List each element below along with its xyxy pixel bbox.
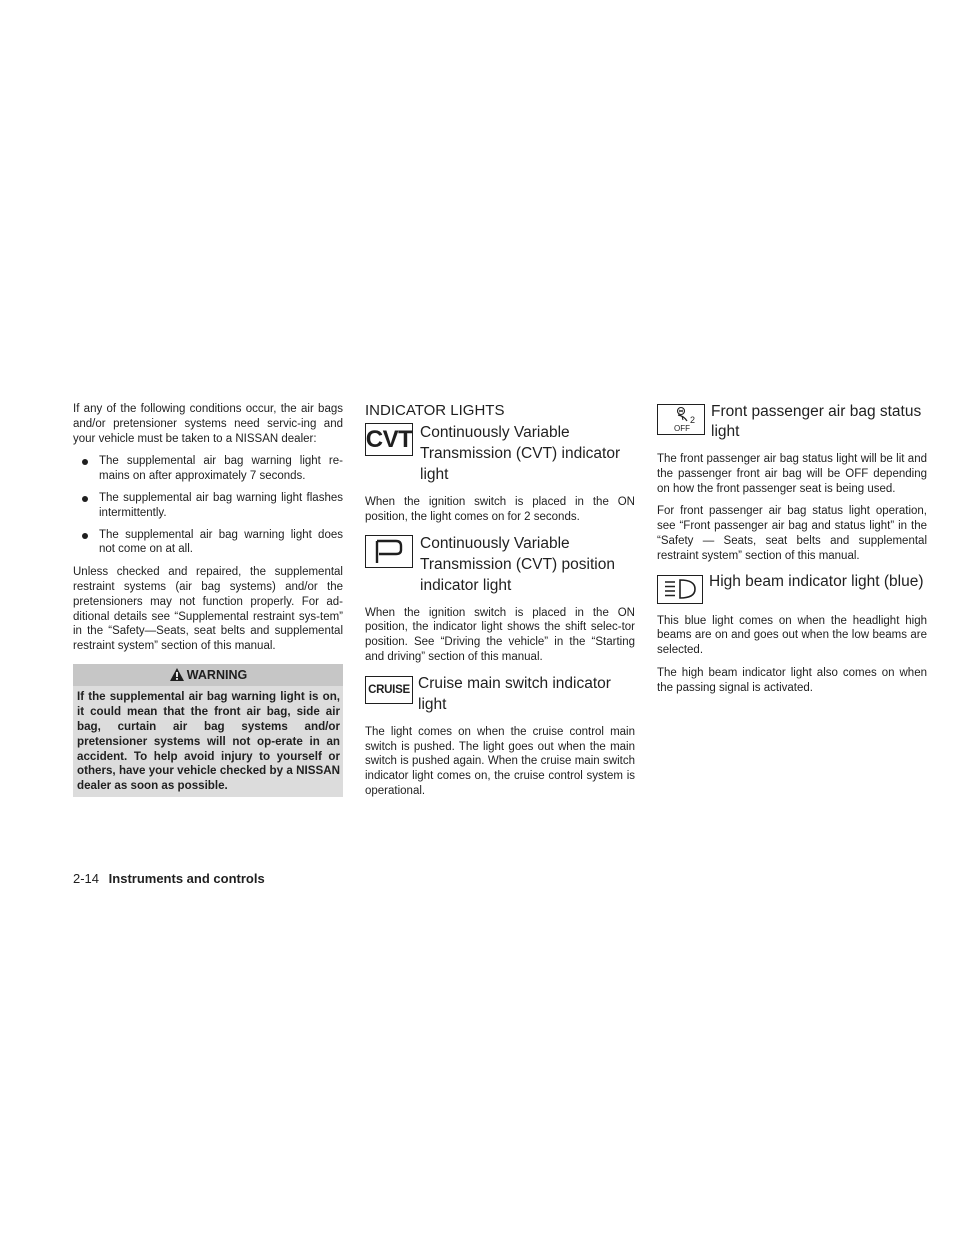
- list-item: [73, 491, 343, 521]
- warning-text: If the supplemental air bag warning light is on, it could mean that the front air bag, side air bag, curtain air bag systems and/or pretensioner systems will not op-erate in an accident. To help avoid injury to yourself or others, have your vehicle checked by a NISSAN dealer as soon as possible.: [77, 689, 340, 793]
- warning-triangle-icon: [169, 667, 185, 682]
- page-number: 2-14: [73, 871, 100, 886]
- cruise-indicator-text: The light comes on when the cruise control main switch is pushed. The light goes out when the main switch is pushed again. When the cruise main switch indicator light comes on, the cruise control system is operational.: [365, 725, 635, 797]
- cvt-indicator-title: Continuously Variable Transmission (CVT) indicator light: [420, 424, 621, 483]
- airbag-status-heading: [657, 402, 927, 442]
- cruise-icon: CRUISE: [365, 676, 413, 704]
- passenger-airbag-off-icon: [657, 404, 705, 435]
- high-beam-text-2: The high beam indicator light also comes on when the passing signal is activated.: [657, 666, 927, 694]
- airbag-status-title: Front passenger air bag status light: [711, 403, 922, 440]
- bullet-icon: [82, 459, 88, 465]
- section-heading: INDICATOR LIGHTS: [365, 402, 505, 419]
- airbag-icon-number: 2: [690, 415, 696, 425]
- list-item-text: The supplemental air bag warning light re-mains on after approximately 7 seconds.: [99, 455, 343, 483]
- airbag-status-text-1: The front passenger air bag status light will be lit and the passenger front air bag will be OFF depending on how the front passenger seat is being used.: [657, 453, 927, 495]
- cvt-position-text: When the ignition switch is placed in the ON position, the indicator light shows the shift selec-tor position. See “Driving the vehicle” in the “Starting and driving” section of this manual.: [365, 606, 635, 663]
- warning-label: WARNING: [186, 667, 248, 682]
- high-beam-title: High beam indicator light (blue): [709, 572, 924, 590]
- warning-header: [73, 664, 343, 686]
- cvt-position-title: Continuously Variable Transmission (CVT) position indicator light: [420, 534, 615, 594]
- bullet-icon: [82, 533, 88, 539]
- cvt-indicator-heading: [365, 422, 635, 485]
- warning-box: [73, 664, 343, 797]
- section-name: Instruments and controls: [108, 871, 265, 886]
- page-footer: [73, 871, 265, 886]
- cvt-position-heading: [365, 533, 635, 596]
- cvt-icon: CVT: [365, 423, 413, 456]
- cruise-indicator-heading: [365, 673, 635, 715]
- repair-paragraph: Unless checked and repaired, the supplemental restraint systems (air bag systems) and/or the pretensioners may not function properly. For ad-ditional details see “Supplemental restraint sys-tem” in the “Safety—Seats, seat belts and supplemental restraint system” section of this manual.: [73, 566, 343, 653]
- high-beam-text-1: This blue light comes on when the headlight high beams are on and goes out when the low beams are selected.: [657, 614, 927, 657]
- cvt-indicator-text: When the ignition switch is placed in the ON position, the light comes on for 2 seconds.: [365, 496, 635, 523]
- high-beam-heading: [657, 572, 927, 604]
- right-column: [657, 402, 927, 704]
- bullet-icon: [82, 496, 88, 502]
- middle-column: [365, 402, 635, 807]
- airbag-icon-off-label: OFF: [674, 424, 690, 433]
- list-item-text: The supplemental air bag warning light flashes intermittently.: [99, 491, 343, 519]
- cvt-position-p-icon: [365, 535, 413, 568]
- left-column: [73, 402, 343, 797]
- list-item: [73, 454, 343, 484]
- list-item-text: The supplemental air bag warning light does not come on at all.: [99, 528, 343, 556]
- high-beam-icon: [657, 575, 703, 604]
- cruise-indicator-title: Cruise main switch indicator light: [418, 674, 611, 713]
- airbag-status-text-2: For front passenger air bag status light operation, see “Front passenger air bag and status light” in the “Safety — Seats, seat belts and supplemental restraint system” section of this manual.: [657, 505, 927, 562]
- intro-paragraph: If any of the following conditions occur, the air bags and/or pretensioner systems need servic-ing and your vehicle must be taken to a NISSAN dealer:: [73, 403, 343, 445]
- list-item: [73, 528, 343, 558]
- condition-list: [73, 454, 343, 557]
